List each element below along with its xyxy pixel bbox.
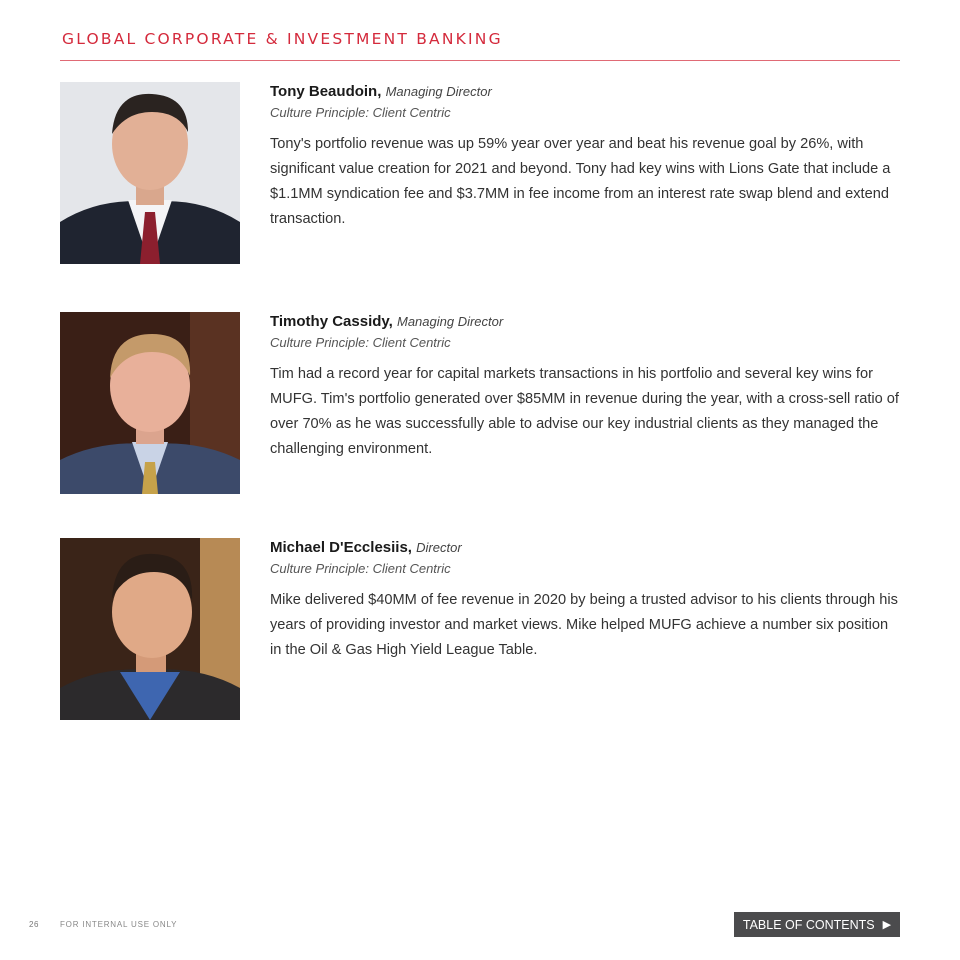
culture-principle: Culture Principle: Client Centric [270, 561, 451, 576]
profile-photo [60, 538, 240, 720]
person-role: Managing Director [396, 314, 504, 329]
profile-card [60, 538, 900, 720]
person-name: Michael D'Ecclesiis, [270, 539, 412, 556]
internal-use-label: FOR INTERNAL USE ONLY [60, 920, 178, 929]
section-title: GLOBAL CORPORATE & INVESTMENT BANKING [62, 30, 503, 48]
page-number: 26 [29, 920, 39, 929]
profile-card [60, 82, 900, 264]
profile-photo [60, 312, 240, 494]
title-divider [60, 60, 900, 61]
profile-description: Mike delivered $40MM of fee revenue in 2020 by being a trusted advisor to his clients through his years of providing investor and market views. Mike helped MUFG achieve a number six position in the Oil & Gas High Yield League Table. [270, 592, 898, 658]
table-of-contents-button[interactable] [734, 912, 900, 937]
toc-button-label: TABLE OF CONTENTS [742, 917, 875, 932]
profile-description: Tony's portfolio revenue was up 59% year over year and beat his revenue goal by 26%, with significant value creation for 2021 and beyond. Tony had key wins with Lions Gate that include a $1.1MM syndication fee and $3.7MM in fee income from an interest rate swap blend and extend transaction. [270, 136, 891, 227]
person-role: Director [416, 540, 462, 555]
play-arrow-icon: ▶ [882, 919, 892, 931]
culture-principle: Culture Principle: Client Centric [270, 105, 451, 120]
person-name: Tony Beaudoin, [270, 83, 382, 100]
profile-photo [60, 82, 240, 264]
profile-card [60, 312, 900, 494]
culture-principle: Culture Principle: Client Centric [270, 335, 451, 350]
person-name: Timothy Cassidy, [270, 313, 393, 330]
profile-description: Tim had a record year for capital markets transactions in his portfolio and several key wins for MUFG. Tim's portfolio generated over $85MM in revenue during the year, with a cross-sell ratio of over 70% as he was successfully able to advise our key industrial clients as they managed the challenging environment. [270, 366, 899, 457]
person-role: Managing Director [385, 84, 492, 99]
